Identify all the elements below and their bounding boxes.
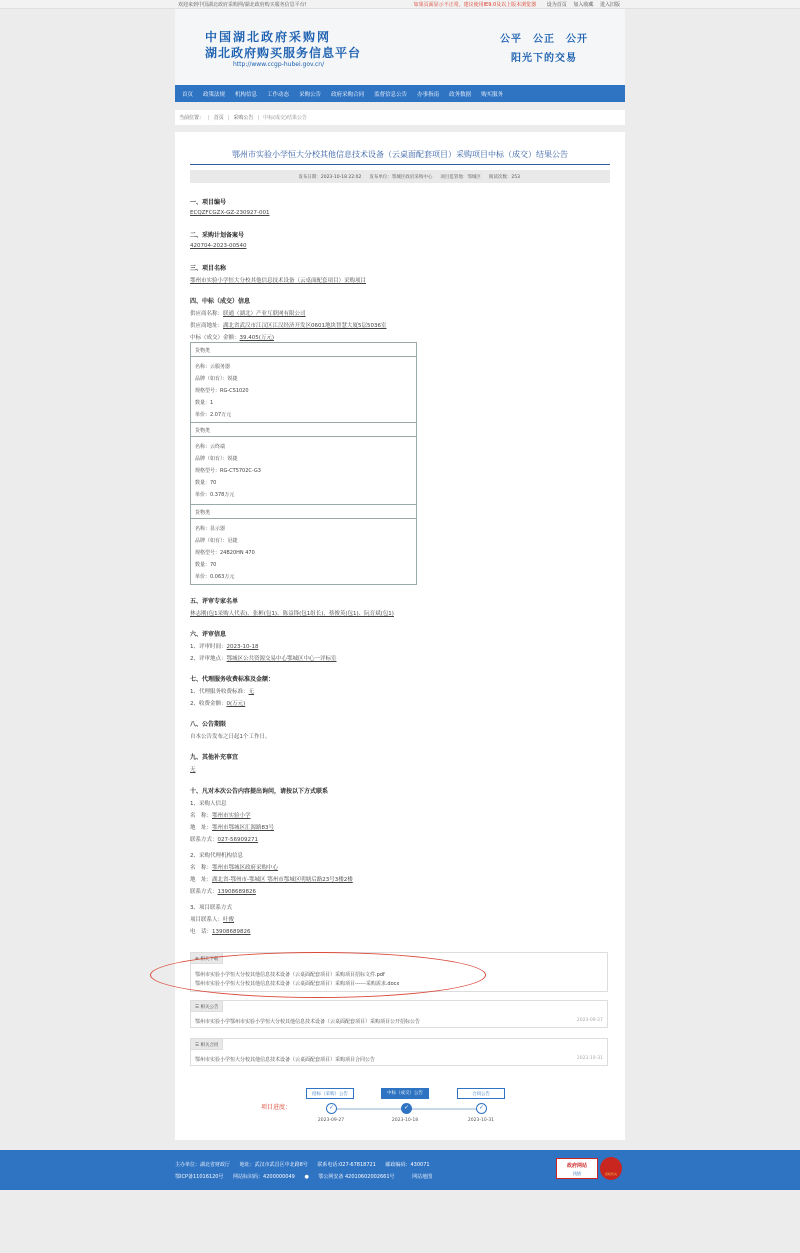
other-matters [190,765,196,773]
download-file-link[interactable]: 鄂州市实验小学恒大分校其他信息技术设备（云桌面配套项目）采购项目招标文件.pdf [195,972,385,978]
site-title[interactable]: 中国湖北政府采购网 [205,30,332,44]
related-contract-date: 2023-10-31 [576,1056,603,1061]
nav-item-agencies[interactable]: 机构信息 [235,91,258,98]
purchaser-address-line [190,823,274,831]
progress-step-date: 2023-10-31 [467,1118,495,1123]
plan-number-value: 420704-2023-00540 [190,243,247,249]
progress-step-date: 2023-10-18 [391,1118,419,1123]
download-icon: ⊕ [195,957,199,962]
purchaser-phone-line [190,835,258,843]
goods-model: 规格型号：24B20HN 470 [195,550,255,556]
footer-phone: 联系电话:027-67818721 [317,1162,376,1168]
award-amount-label: 中标（成交）金额： [190,335,240,341]
purchaser-info-title: 1、采购人信息 [190,801,227,807]
fee-standard-label: 1、代理服务收费标准： [190,689,249,695]
breadcrumb-separator: | [227,114,230,121]
nav-item-contracts[interactable]: 政府采购合同 [331,91,365,98]
agency-address-line [190,875,353,883]
goods-brand: 品牌（如有）：锐捷 [195,376,238,382]
section-heading: 五、评审专家名单 [190,598,239,605]
breadcrumb [175,110,625,125]
breadcrumb-separator: | [257,114,260,121]
goods-unit-price: 单价：0.378万元 [195,492,235,498]
review-place-line [190,654,337,662]
progress-label: 项目进度： [261,1104,292,1111]
goods-item [191,519,416,584]
expert-list-value: 林志刚(包1采购人代表)、张彬(包1)、陈益锋(包1组长)、蔡俊英(包1)、阮育斌(包1) [190,611,394,617]
review-place: 鄂城区公共资源交易中心鄂城区中心一评标室 [226,656,337,662]
publisher: 发布单位：鄂城区政府采购中心 [369,174,433,180]
project-phone: 13908689826 [212,929,251,935]
project-contact-title: 3、项目联系方式 [190,905,232,911]
related-contract-link[interactable]: 鄂州市实验小学恒大分校其他信息技术设备（云桌面配套项目）采购项目合同公告 [195,1057,376,1063]
award-amount: 39.405(万元) [239,335,275,341]
agency-address: 湖北省-鄂州市-鄂城区 鄂州市鄂城区明塘后路23号3楼2楼 [212,877,353,883]
agency-phone: 13908689826 [217,889,257,895]
agency-name-label: 名 称： [190,865,213,871]
purchaser-name-label: 名 称： [190,813,213,819]
list-icon: ☰ [195,1005,200,1010]
project-number [190,210,270,216]
site-footer [0,1150,800,1190]
nav-item-home[interactable]: 首页 [182,91,194,98]
nav-item-services[interactable]: 购买服务 [481,91,504,98]
supplier-name: 联通（湖北）产业互联网有限公司 [223,311,306,317]
breadcrumb-current: 中标(成交)结果公告 [263,115,308,121]
fee-amount-line [190,699,245,707]
breadcrumb-separator: | [208,114,210,121]
goods-table [190,342,417,585]
goods-item [191,437,416,505]
police-badge-icon: ● [304,1174,309,1180]
gov-site-badge-sub: 找错 [573,1171,581,1176]
list-icon: ☰ [195,1043,200,1048]
progress-step-tender[interactable]: 招标（采购）公告 [306,1088,354,1099]
other-matters-value: 无 [190,767,196,773]
progress-step-contract[interactable]: 合同公告 [457,1088,505,1099]
review-time-line [190,642,258,650]
purchaser-phone: 027-56909271 [217,837,258,843]
section-heading: 三、项目名称 [190,265,227,272]
footer-row [175,1161,438,1168]
section-heading: 六、评审信息 [190,631,227,638]
page-title: 鄂州市实验小学恒大分校其他信息技术设备（云桌面配套项目）采购项目中标（成交）结果公告 [232,150,568,159]
check-icon: ✓ [401,1103,412,1114]
section-heading: 八、公告期限 [190,721,227,728]
plan-number [190,243,246,249]
notice-period: 自本公告发布之日起1个工作日。 [190,734,271,740]
download-file-link[interactable]: 鄂州市实验小学恒大分校其他信息技术设备（云桌面配套项目）采购项目------采购需求.docx [195,981,400,987]
footer-site-code: 网站标识码：4200000049 [233,1174,295,1180]
goods-brand: 品牌（如有）：冠捷 [195,538,238,544]
purchaser-address-label: 地 址： [190,825,213,831]
nav-item-supervision[interactable]: 监督信息公告 [374,91,408,98]
agency-name: 鄂州市鄂城区政府采购中心 [212,865,279,871]
project-contact-label: 项目联系人： [190,917,224,923]
downloads-header-label: 相关下载 [200,957,219,962]
party-gov-emblem-icon[interactable] [600,1157,622,1180]
section-heading: 一、项目编号 [190,199,227,206]
publish-date: 发布日期：2023-10-18 22:02 [298,174,362,180]
goods-category-header: 货物类 [191,505,416,519]
breadcrumb-home[interactable]: 首页 [213,115,224,121]
supplier-address-line [190,321,387,329]
goods-model: 规格型号：RG-CT5702C-G3 [195,468,261,474]
gov-site-badge-title: 政府网站 [566,1163,587,1169]
goods-quantity: 数量：70 [195,480,217,486]
goods-model: 规格型号：RG-CS1020 [195,388,249,394]
footer-row [175,1173,440,1180]
review-time: 2023-10-18 [226,644,259,650]
section-heading: 四、中标（成交）信息 [190,298,251,305]
related-contracts-header-label: 相关合同 [200,1043,219,1048]
goods-brand: 品牌（如有）：锐捷 [195,456,238,462]
slogan-line2: 阳光下的交易 [511,53,577,64]
site-url: http://www.ccgp-hubei.gov.cn/ [233,61,325,68]
goods-quantity: 数量：70 [195,562,217,568]
footer-address: 地址：武汉市武昌区中北路8号 [239,1162,308,1168]
old-version-link[interactable]: 进入旧版 [599,2,620,8]
top-bar-links [414,1,620,8]
footer-police-label: 鄂公网安备 42010602002661号 [318,1174,395,1180]
goods-quantity: 数量：1 [195,400,214,406]
related-contracts-header [191,1039,223,1050]
main-nav [175,85,625,102]
goods-unit-price: 单价：0.063万元 [195,574,235,580]
top-bar [0,0,800,9]
nav-item-news[interactable]: 工作动态 [267,91,290,98]
section-heading: 十、凡对本次公告内容提出询问，请按以下方式联系 [190,788,329,795]
footer-icp[interactable]: 鄂ICP备11016120号 [175,1174,224,1180]
goods-name: 名称：云终端 [195,444,226,450]
purchaser-address: 鄂州市鄂城区汇源路83号 [212,825,275,831]
fee-standard: 无 [248,689,255,695]
agency-phone-label: 联系方式： [190,889,218,895]
slogan-line1: 公平 公正 公开 [500,34,588,45]
project-number-value: ECQZFCGZX-GZ-230927-001 [190,210,270,216]
supplier-name-label: 供应商名称： [190,311,224,317]
supplier-address-label: 供应商地址： [190,323,224,329]
nav-item-policy[interactable]: 政策法规 [203,91,226,98]
section-heading: 七、代理服务收费标准及金额： [190,676,275,683]
emblem-label: 党政机关 [604,1172,617,1176]
breadcrumb-section[interactable]: 采购公告 [233,115,254,121]
supplier-address: 湖北省武汉市江汉区江汉经济开发区0601地块智慧大厦5层5036室 [223,323,387,329]
nav-item-notices[interactable]: 采购公告 [299,91,322,98]
project-contact: 叶俊 [223,917,235,923]
nav-item-data[interactable]: 政务数据 [449,91,472,98]
purchaser-name: 鄂州市实验小学 [212,813,251,819]
check-icon: ✓ [476,1103,487,1114]
top-bar-inner [175,0,625,9]
progress-step-award[interactable]: 中标（成交）公告 [381,1088,429,1099]
project-phone-line [190,927,251,935]
goods-item [191,357,416,423]
add-favorite-link[interactable]: 加入收藏 [573,2,594,8]
related-notices-panel [190,1000,608,1028]
nav-item-guide[interactable]: 办事指南 [417,91,440,98]
footer-sitemap[interactable]: 网站地图 [412,1174,433,1180]
fee-standard-line [190,687,254,695]
browser-warning: 如果页面显示不正常，建议使用IE9.0及以上版本浏览器 [413,2,537,8]
gov-site-error-badge[interactable] [556,1158,598,1179]
project-name-value: 鄂州市实验小学恒大分校其他信息技术设备（云桌面配套项目）采购项目 [190,278,367,284]
related-contracts-panel [190,1038,608,1066]
goods-category-header: 货物类 [191,423,416,437]
review-time-label: 1、评审时间： [190,644,227,650]
related-notices-header [191,1001,223,1012]
site-subtitle[interactable]: 湖北政府购买服务信息平台 [205,46,362,60]
related-notice-link[interactable]: 鄂州市实验小学鄂州市实验小学恒大分校其他信息技术设备（云桌面配套项目）采购项目公开招标公告 [195,1019,421,1025]
fee-amount-label: 2、收费金额： [190,701,227,707]
review-place-label: 2、评审地点： [190,656,227,662]
footer-zip: 邮政编码：430071 [385,1162,430,1168]
progress-step-date: 2023-09-27 [317,1118,345,1123]
agency-info-title: 2、采购代理机构信息 [190,853,243,859]
related-notice-date: 2023-09-27 [576,1018,603,1023]
goods-name: 名称：显示器 [195,526,226,532]
set-home-link[interactable]: 设为首页 [546,2,567,8]
footer-host: 主办单位：湖北省财政厅 [175,1162,231,1168]
check-icon: ✓ [326,1103,337,1114]
project-phone-label: 电 话： [190,929,213,935]
breadcrumb-label: 当前位置： [179,115,205,121]
section-heading: 九、其他补充事宜 [190,754,239,761]
fee-amount: 0(万元) [226,701,246,707]
project-name [190,276,366,284]
purchaser-phone-label: 联系方式： [190,837,218,843]
supervision-region: 项目监管地：鄂城区 [440,174,481,180]
goods-category-header: 货物类 [191,343,416,357]
supplier-name-line [190,309,306,317]
goods-unit-price: 单价：2.07万元 [195,412,232,418]
title-divider [190,164,610,165]
footer-police[interactable] [304,1174,402,1180]
agency-address-label: 地 址： [190,877,213,883]
agency-phone-line [190,887,256,895]
purchaser-name-line [190,811,251,819]
project-contact-line [190,915,234,923]
section-heading: 二、采购计划备案号 [190,232,245,239]
site-header [175,9,625,85]
article-meta [190,170,610,183]
annotation-oval [150,952,486,998]
view-count: 阅读次数：253 [488,174,520,180]
related-notices-header-label: 相关公告 [200,1005,219,1010]
award-amount-line [190,333,274,341]
welcome-text: 欢迎来到中国湖北政府采购网/湖北政府购买服务信息平台! [178,2,307,8]
agency-name-line [190,863,278,871]
goods-name: 名称：云服务器 [195,364,231,370]
expert-list [190,609,394,617]
